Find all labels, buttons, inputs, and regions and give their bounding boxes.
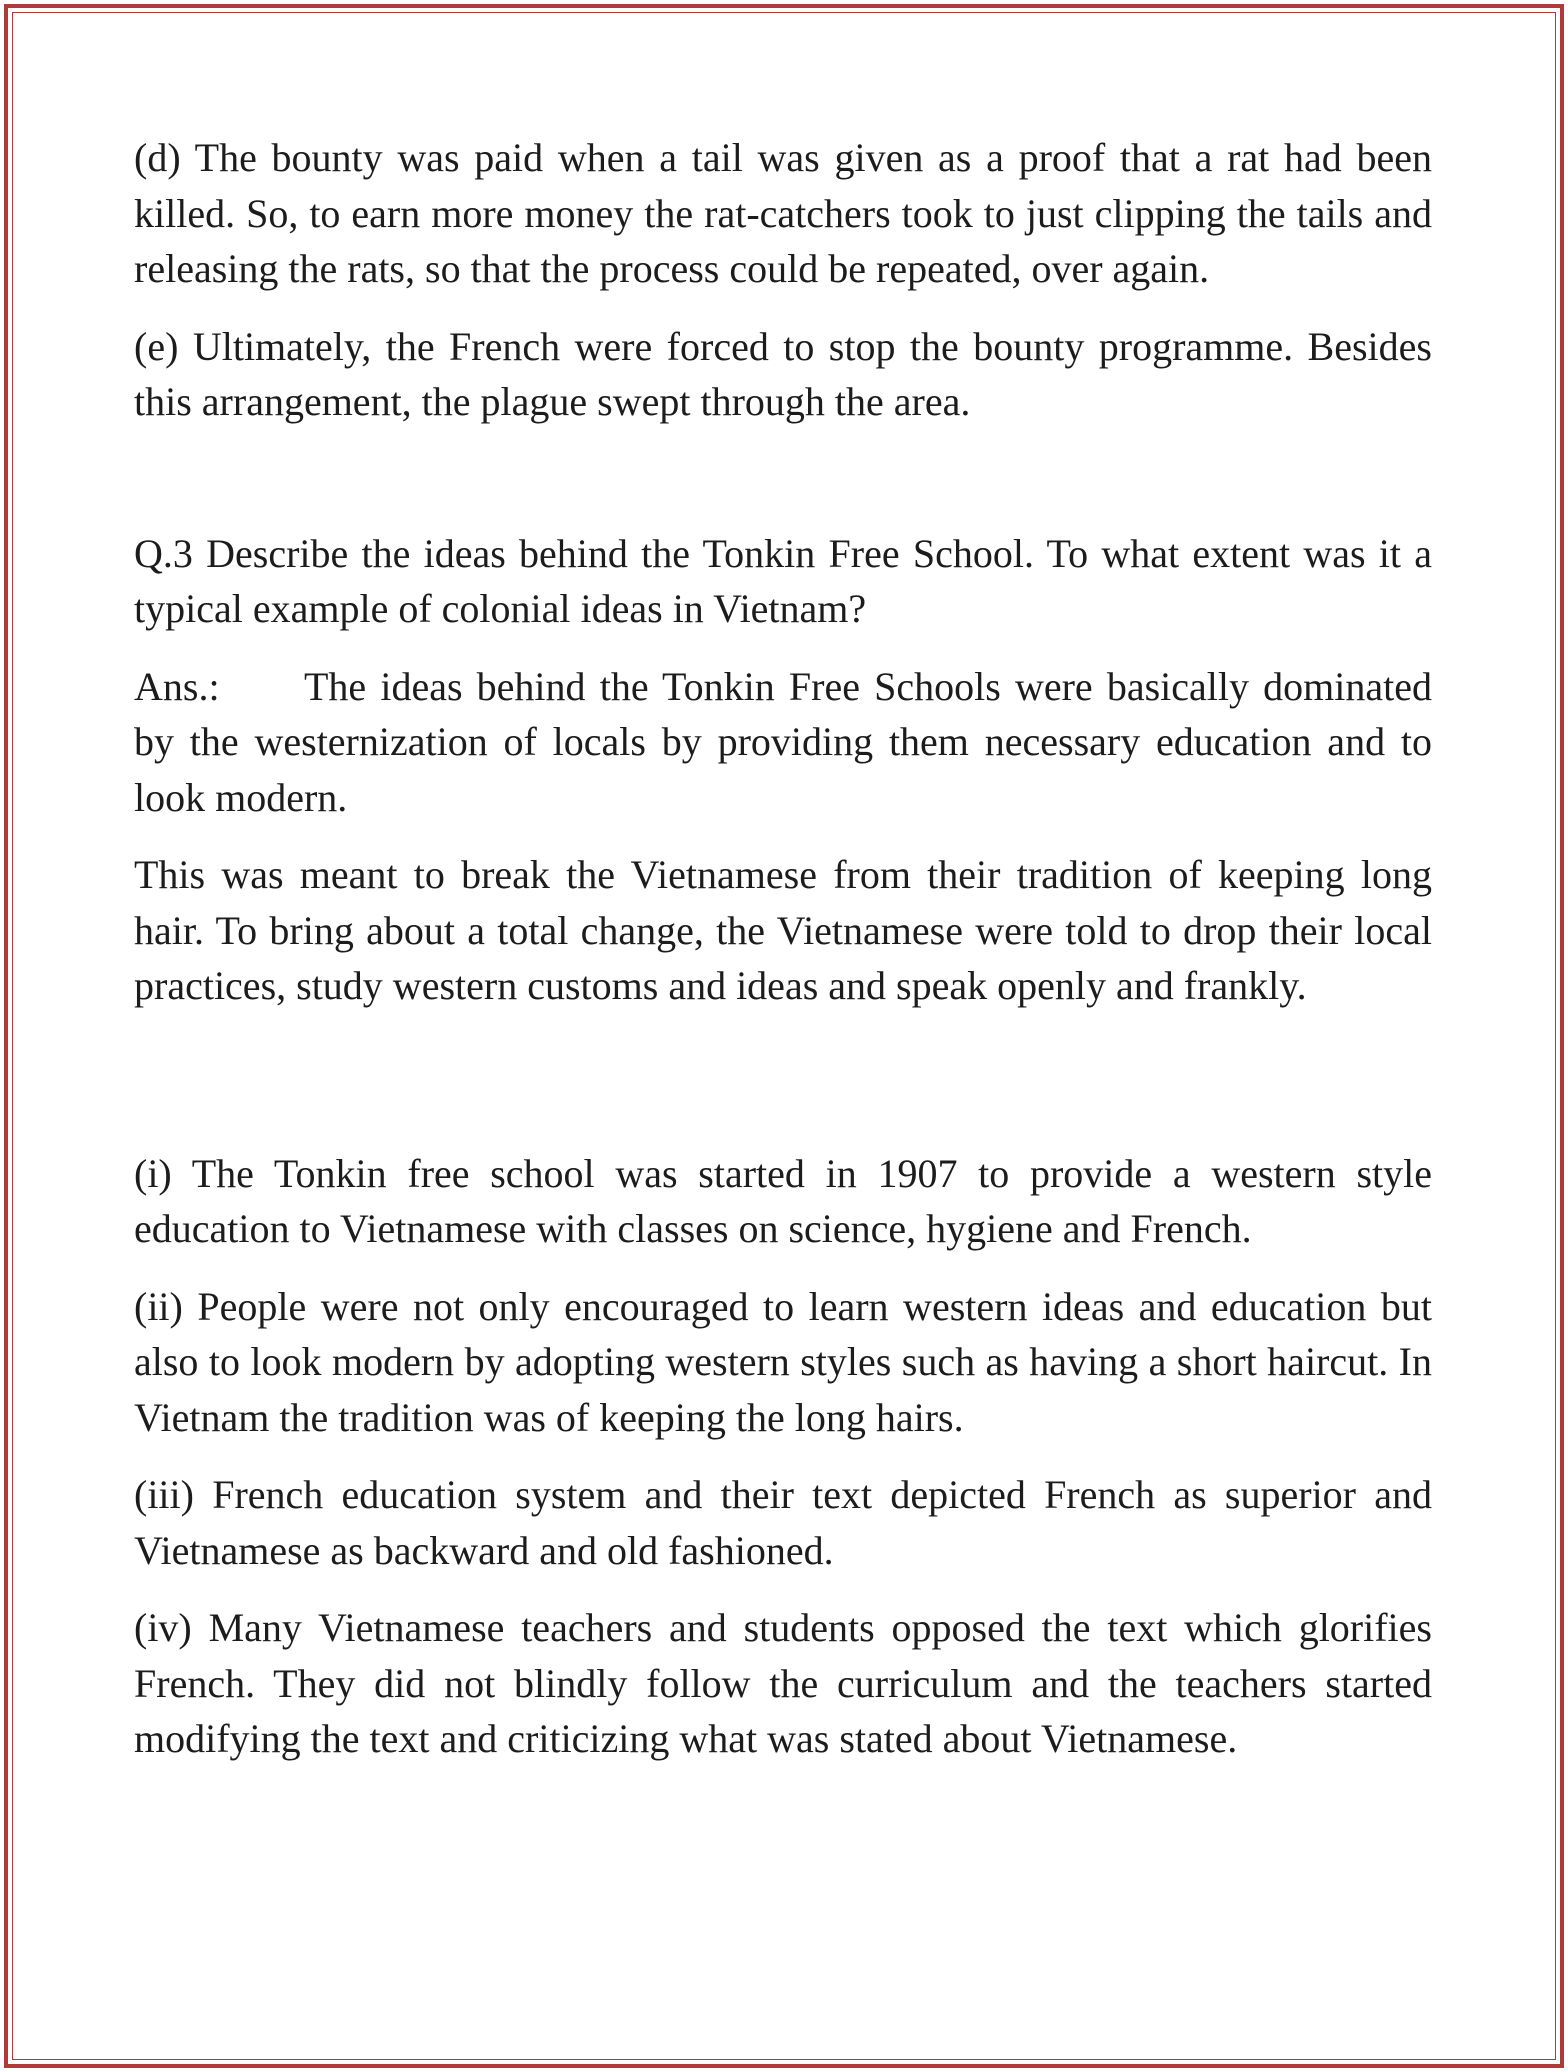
question-3: Q.3 Describe the ideas behind the Tonkin Free School. To what extent was it a typical example of colonial ideas in Vietnam? bbox=[134, 530, 1432, 631]
answer-paragraph-2: This was meant to break the Vietnamese from their tradition of keeping long hair. To bring about a total change, the Vietnamese were told to drop their local practices, study western customs and ideas and speak openly and frankly. bbox=[134, 852, 1432, 1008]
document-body bbox=[134, 130, 1432, 1767]
point-ii: (ii) People were not only encouraged to learn western ideas and education but also to look modern by adopting western styles such as having a short haircut. In Vietnam the tradition was of keeping the long hairs. bbox=[134, 1283, 1432, 1440]
point-i: (i) The Tonkin free school was started in 1907 to provide a western style education to Vietnamese with classes on science, hygiene and French. bbox=[134, 1150, 1432, 1251]
point-iii: (iii) French education system and their text depicted French as superior and Vietnamese as backward and old fashioned. bbox=[134, 1472, 1432, 1573]
point-iv: (iv) Many Vietnamese teachers and students opposed the text which glorifies French. They did not blindly follow the curriculum and the teachers started modifying the text and criticizing what was stated about Vietnamese. bbox=[134, 1605, 1432, 1761]
point-d: (d) The bounty was paid when a tail was given as a proof that a rat had been killed. So, to earn more money the rat-catchers took to just clipping the tails and releasing the rats, so that the process could be repeated, over again. bbox=[134, 135, 1432, 291]
answer-label: Ans.: bbox=[134, 663, 220, 709]
point-e: (e) Ultimately, the French were forced to stop the bounty programme. Besides this arrangement, the plague swept through the area. bbox=[134, 323, 1432, 424]
answer-text: The ideas behind the Tonkin Free Schools were basically dominated by the westernization of locals by providing them necessary education and to look modern. bbox=[134, 663, 1432, 820]
answer-paragraph-1 bbox=[134, 659, 1432, 826]
